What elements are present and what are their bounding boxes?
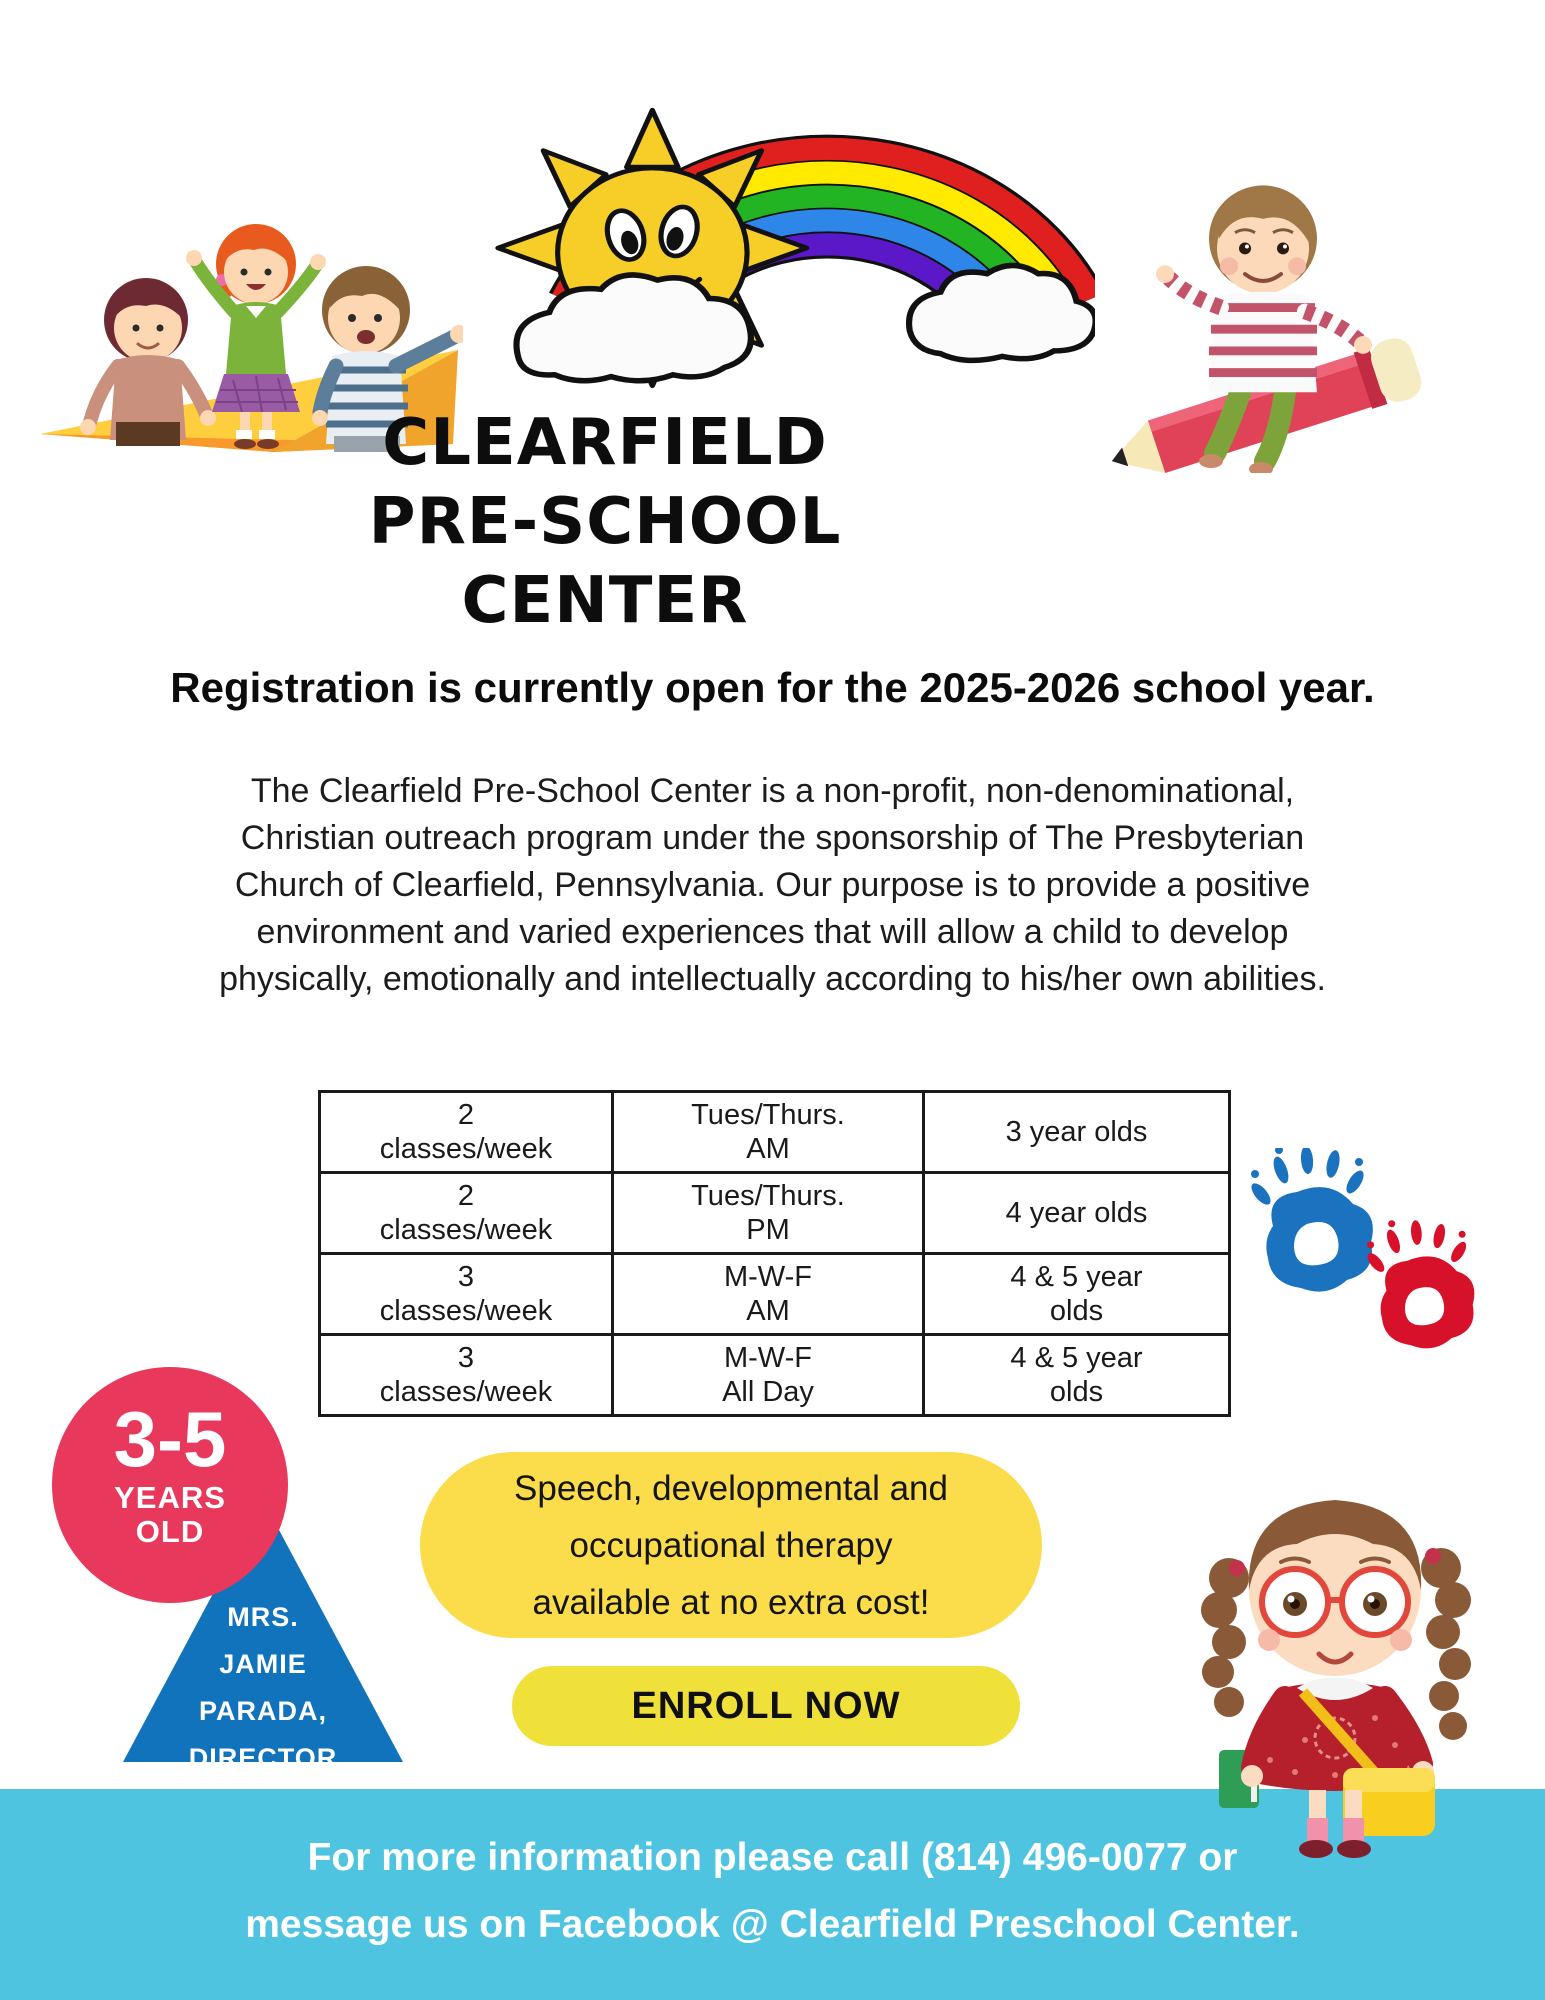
days-cell: M-W-F All Day xyxy=(613,1335,924,1416)
frequency-cell: 2 classes/week xyxy=(320,1173,613,1254)
red-handprint-icon xyxy=(1364,1220,1474,1349)
director-line: PARADA, xyxy=(199,1696,327,1726)
enroll-now-button[interactable]: ENROLL NOW xyxy=(512,1666,1020,1746)
ages-cell: 4 year olds xyxy=(924,1173,1230,1254)
sun-rainbow-clouds-illustration xyxy=(395,55,1095,395)
director-line: MRS. xyxy=(227,1602,299,1632)
frequency-cell: 3 classes/week xyxy=(320,1254,613,1335)
logo-line-2: PRE-SCHOOL xyxy=(368,485,842,559)
days-cell: Tues/Thurs. AM xyxy=(613,1092,924,1173)
registration-headline: Registration is currently open for the 2025-2026 school year. xyxy=(170,664,1375,711)
girl-figure xyxy=(1201,1500,1471,1858)
age-range-value: 3-5 xyxy=(113,1395,227,1483)
therapy-note-line: occupational therapy xyxy=(569,1526,893,1565)
ages-cell: 4 & 5 year olds xyxy=(924,1254,1230,1335)
boy-riding-pencil-illustration xyxy=(1095,148,1425,473)
director-line: DIRECTOR xyxy=(188,1743,338,1773)
age-range-label-old: OLD xyxy=(135,1514,205,1549)
ages-cell: 4 & 5 year olds xyxy=(924,1335,1230,1416)
table-row xyxy=(320,1335,1230,1416)
director-line: JAMIE xyxy=(219,1649,307,1679)
director-name xyxy=(123,1594,403,1782)
intro-line: The Clearfield Pre-School Center is a non-profit, non-denominational, xyxy=(250,772,1295,810)
girl-with-glasses-illustration xyxy=(1185,1450,1485,1860)
therapy-note-line: available at no extra cost! xyxy=(532,1583,930,1622)
class-schedule-table xyxy=(318,1090,1231,1417)
table-row xyxy=(320,1254,1230,1335)
days-cell: Tues/Thurs. PM xyxy=(613,1173,924,1254)
age-range-badge xyxy=(52,1367,288,1603)
intro-line: physically, emotionally and intellectually according to his/her own abilities. xyxy=(219,960,1326,998)
table-row xyxy=(320,1173,1230,1254)
therapy-note-line: Speech, developmental and xyxy=(514,1469,948,1508)
age-range-label-years: YEARS xyxy=(114,1480,226,1515)
table-row xyxy=(320,1092,1230,1173)
ages-cell: 3 year olds xyxy=(924,1092,1230,1173)
logo-line-3: CENTER xyxy=(461,564,749,638)
logo-line-1: CLEARFIELD xyxy=(382,406,828,480)
intro-line: Church of Clearfield, Pennsylvania. Our purpose is to provide a positive xyxy=(234,866,1311,904)
logo-wordmark xyxy=(345,404,865,641)
frequency-cell: 2 classes/week xyxy=(320,1092,613,1173)
frequency-cell: 3 classes/week xyxy=(320,1335,613,1416)
therapy-note-bubble xyxy=(420,1452,1042,1638)
blue-handprint-icon xyxy=(1248,1148,1373,1292)
handprints-illustration xyxy=(1235,1148,1485,1358)
intro-paragraph xyxy=(40,768,1505,1003)
intro-line: Christian outreach program under the sponsorship of The Presbyterian xyxy=(240,819,1305,857)
days-cell: M-W-F AM xyxy=(613,1254,924,1335)
footer-line-facebook: message us on Facebook @ Clearfield Preschool Center. xyxy=(245,1903,1300,1946)
footer-line-phone: For more information please call (814) 496-0077 or xyxy=(307,1836,1238,1879)
intro-line: environment and varied experiences that will allow a child to develop xyxy=(256,913,1289,951)
